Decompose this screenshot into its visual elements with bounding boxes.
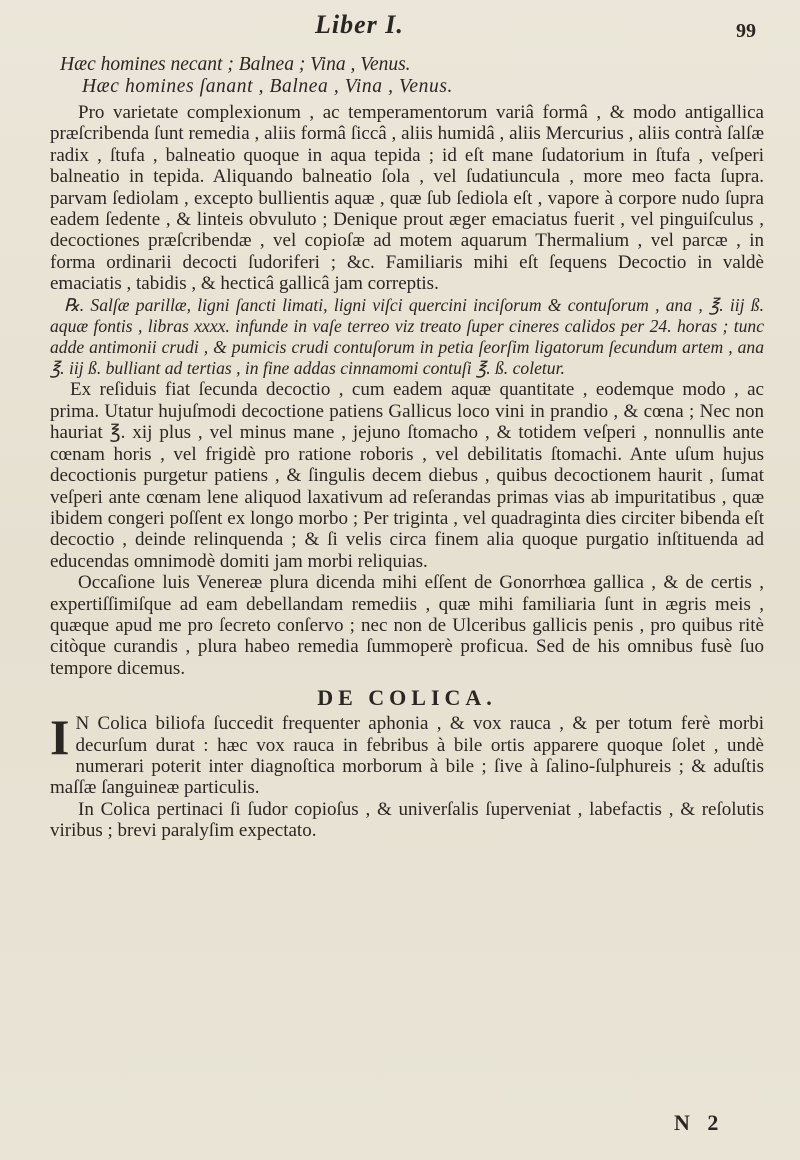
paragraph-occasione: Occaſione luis Venereæ plura dicenda mihi eſſent de Gonorrhœa gallica , & de certis , expertiſſimiſque ad eam debellandam remediis , quæ mihi familiaria ſunt in ægris meis , quæque apud me pro ſecreto conſervo ; nec non de Ulceribus gallicis penis , pro quibus ritè citòque curandis , plura habeo remedia ſummoperè proficua. Sed de his omnibus fusè ſuo tempore dicemus. [50,572,764,679]
paragraph-residuis: Ex reſiduis fiat ſecunda decoctio , cum eadem aquæ quantitate , eodemque modo , ac prima. Utatur hujuſmodi decoctione patiens Gallicus loco vini in prandio , & cœna ; Nec non hauriat ℥. xij plus , vel minus mane , jejuno ſtomacho , & totidem veſperi , nonnullis ante cœnam horis , vel frigidè pro ratione roboris , vel debilitatis ſtomachi. Ante uſum hujus decoctionis purgetur patiens , & ſingulis decem diebus , quibus decoctionem haurit , ſumat veſperi ante cœnam lene aliquod laxativum ad reſerandas primas vias ab impuritatibus , quæ ibidem congeri poſſent ex longo morbo ; Per triginta , vel quadraginta dies circiter bibenda eſt decoctio , deinde relinquenda ; & ſi velis circa finem alia quoque purgatio inſtituenda ad educendas omnimodè domiti jam morbi reliquias. [50,379,764,572]
paragraph-varietate: Pro varietate complexionum , ac temperamentorum variâ formâ , & modo antigallica præſcribenda ſunt remedia , aliis formâ ſiccâ , aliis humidâ , aliis Mercurius , aliis contrà ſalſæ radix , ſtufa , balneatio quoque in aqua tepida ; id eſt mane ſudatorium in ſtufa , veſperi balneatio in tepida. Aliquando balneatio ſola , vel ſudatiuncula , more meo facta ſupra. parvam ſediolam , excepto bullientis aquæ , quæ ſub ſediola eſt , vapore à corpore nudo ſupra eadem ſedente , & linteis obvuluto ; Denique prout æger emaciatus fuerit , vel pinguiſculus , decoctiones præſcribendæ , vel copioſæ ad motem aquarum Thermalium , vel parcæ , in forma ordinarii decocti ſudoriferi ; &c. Familiaris mihi eſt ſequens Decoctio in valdè emaciatis , tabidis , & hecticâ gallicâ jam correptis. [50,102,764,295]
paragraph-recipe: ℞. Salſæ parillæ, ligni ſancti limati, ligni viſci quercini inciſorum & contuſorum , ana , ℥. iij ß. aquæ fontis , libras xxxx. infunde in vaſe terreo viz treato ſuper cineres calidos per 24. horas ; tunc adde antimonii crudi , & pumicis crudi contuſorum in petia ſeorſim ligatorum ſecundum artem , ana ℥. iij ß. bulliant ad tertias , in fine addas cinnamomi contuſi ℥. ß. coletur. [50,294,764,379]
epigraph-line-1: Hæc homines necant ; Balnea ; Vina , Venus. [60,54,411,75]
paragraph-colica-text: N Colica biliofa ſuccedit frequenter aphonia , & vox rauca , & per totum ferè morbi decurſum durat : hæc vox rauca in febribus à bile ortis apparere quoque ſolet , undè numerari poterit inter diagnoſtica morborum à bile ; ſive à ſalino-ſulphureis ; & aduſtis maſſæ ſanguineæ particulis. [50,713,764,799]
epigraph-line-2: Hæc homines ſanant , Balnea , Vina , Venus. [82,76,453,97]
paragraph-colica [50,709,764,799]
drop-cap: I [50,709,70,766]
page-number: 99 [736,20,756,42]
body-text [50,102,764,842]
paragraph-colica-pertinaci: In Colica pertinaci ſi ſudor copioſus , & univerſalis ſuperveniat , labefactis , & reſolutis viribus ; brevi paralyſim expectato. [50,798,764,842]
section-title: DE COLICA. [317,685,497,711]
running-head [0,6,800,46]
signature-mark: N 2 [674,1110,725,1135]
running-head-title: Liber I. [315,10,404,39]
